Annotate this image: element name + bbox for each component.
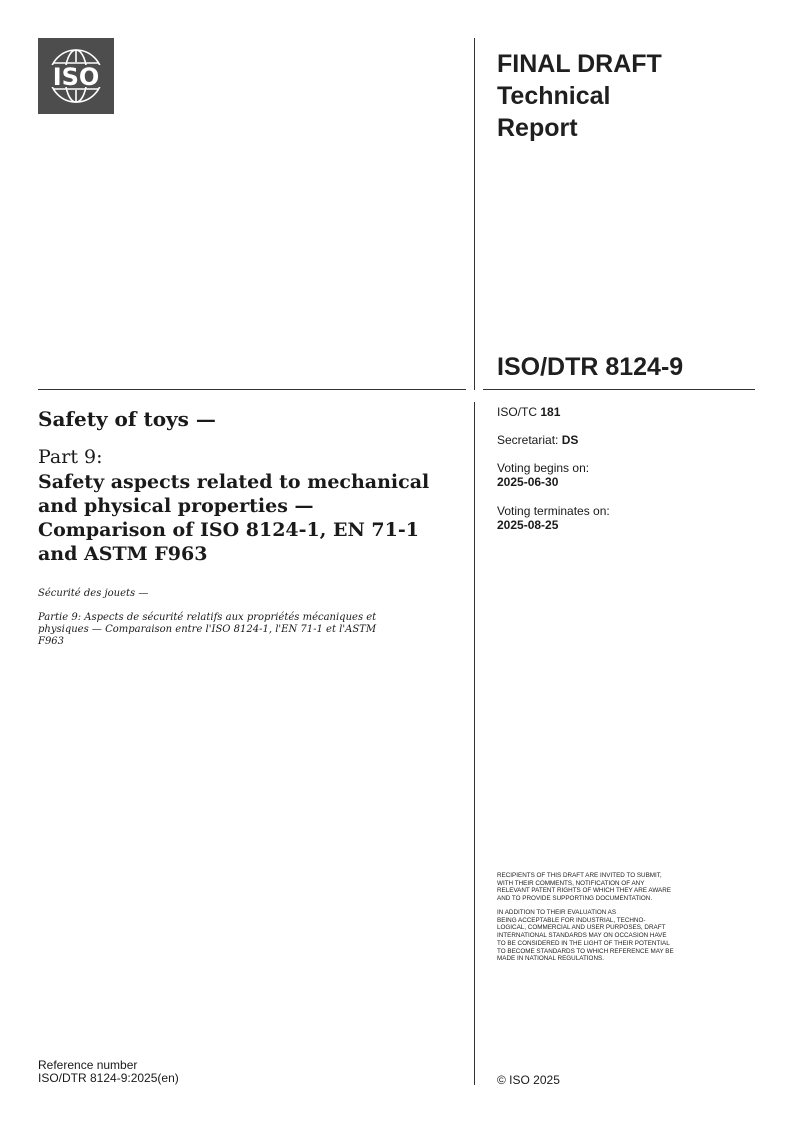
french-part-title: [38, 612, 458, 648]
reference-number: ISO/DTR 8124-9:2025(en): [38, 1071, 179, 1085]
document-number: ISO/DTR 8124-9: [497, 353, 684, 381]
part-title-line: Safety aspects related to mechanical: [38, 471, 430, 493]
notice-line: IN ADDITION TO THEIR EVALUATION AS: [497, 909, 617, 916]
part-title: [38, 470, 458, 566]
french-part-line: physiques — Comparaison entre l'ISO 8124-1, l'EN 71-1 et l'ASTM: [38, 624, 377, 635]
voting-begins-label: Voting begins on:: [497, 461, 590, 475]
notice-line: RELEVANT PATENT RIGHTS OF WHICH THEY ARE AWARE: [497, 887, 672, 895]
technical-committee: [497, 405, 757, 419]
secretariat-label: Secretariat:: [497, 433, 562, 447]
french-title: Sécurité des jouets —: [38, 588, 149, 599]
globe-icon: [38, 38, 114, 114]
vertical-divider-bottom: [474, 402, 475, 1085]
secretariat: [497, 433, 757, 447]
notice-line: RECIPIENTS OF THIS DRAFT ARE INVITED TO SUBMIT,: [497, 872, 662, 879]
notice-line: LOGICAL, COMMERCIAL AND USER PURPOSES, DRAFT: [497, 924, 666, 932]
part-label: Part 9:: [38, 446, 103, 468]
document-status: [497, 48, 757, 144]
status-line: Technical: [497, 82, 611, 110]
notice-line: TO BECOME STANDARDS TO WHICH REFERENCE MAY BE: [497, 947, 674, 955]
voting-begins-date: 2025-06-30: [497, 475, 559, 489]
french-part-line: Partie 9: Aspects de sécurité relatifs aux propriétés mécaniques et: [38, 612, 377, 623]
copyright: © ISO 2025: [497, 1073, 560, 1087]
patent-notice: [497, 872, 757, 903]
tc-value: 181: [540, 405, 561, 419]
notice-line: WITH THEIR COMMENTS, NOTIFICATION OF ANY: [497, 879, 645, 887]
main-title: Safety of toys —: [38, 407, 216, 431]
horizontal-divider-right: [483, 389, 755, 390]
status-line: Report: [497, 114, 578, 142]
part-title-line: Comparison of ISO 8124-1, EN 71-1: [38, 519, 419, 541]
logo-text: ISO: [52, 63, 100, 91]
notice-line: INTERNATIONAL STANDARDS MAY ON OCCASION HAVE: [497, 932, 667, 940]
notice-line: MADE IN NATIONAL REGULATIONS.: [497, 955, 604, 963]
french-part-line: F963: [38, 636, 65, 647]
notice-line: AND TO PROVIDE SUPPORTING DOCUMENTATION.: [497, 895, 653, 903]
voting-terminates-date: 2025-08-25: [497, 518, 559, 532]
notice-line: TO BE CONSIDERED IN THE LIGHT OF THEIR POTENTIAL: [497, 939, 670, 947]
part-title-line: and physical properties —: [38, 495, 314, 517]
status-line: FINAL DRAFT: [497, 50, 662, 78]
vertical-divider-top: [474, 38, 475, 390]
voting-terminates-label: Voting terminates on:: [497, 504, 610, 518]
notice-line: BEING ACCEPTABLE FOR INDUSTRIAL, TECHNO-: [497, 916, 646, 924]
secretariat-value: DS: [561, 433, 579, 447]
tc-label: ISO/TC: [497, 405, 541, 419]
evaluation-notice: [497, 909, 757, 963]
part-title-line: and ASTM F963: [38, 543, 208, 565]
horizontal-divider-left: [38, 389, 466, 390]
reference-label: Reference number: [38, 1058, 138, 1072]
iso-logo: [38, 38, 114, 114]
